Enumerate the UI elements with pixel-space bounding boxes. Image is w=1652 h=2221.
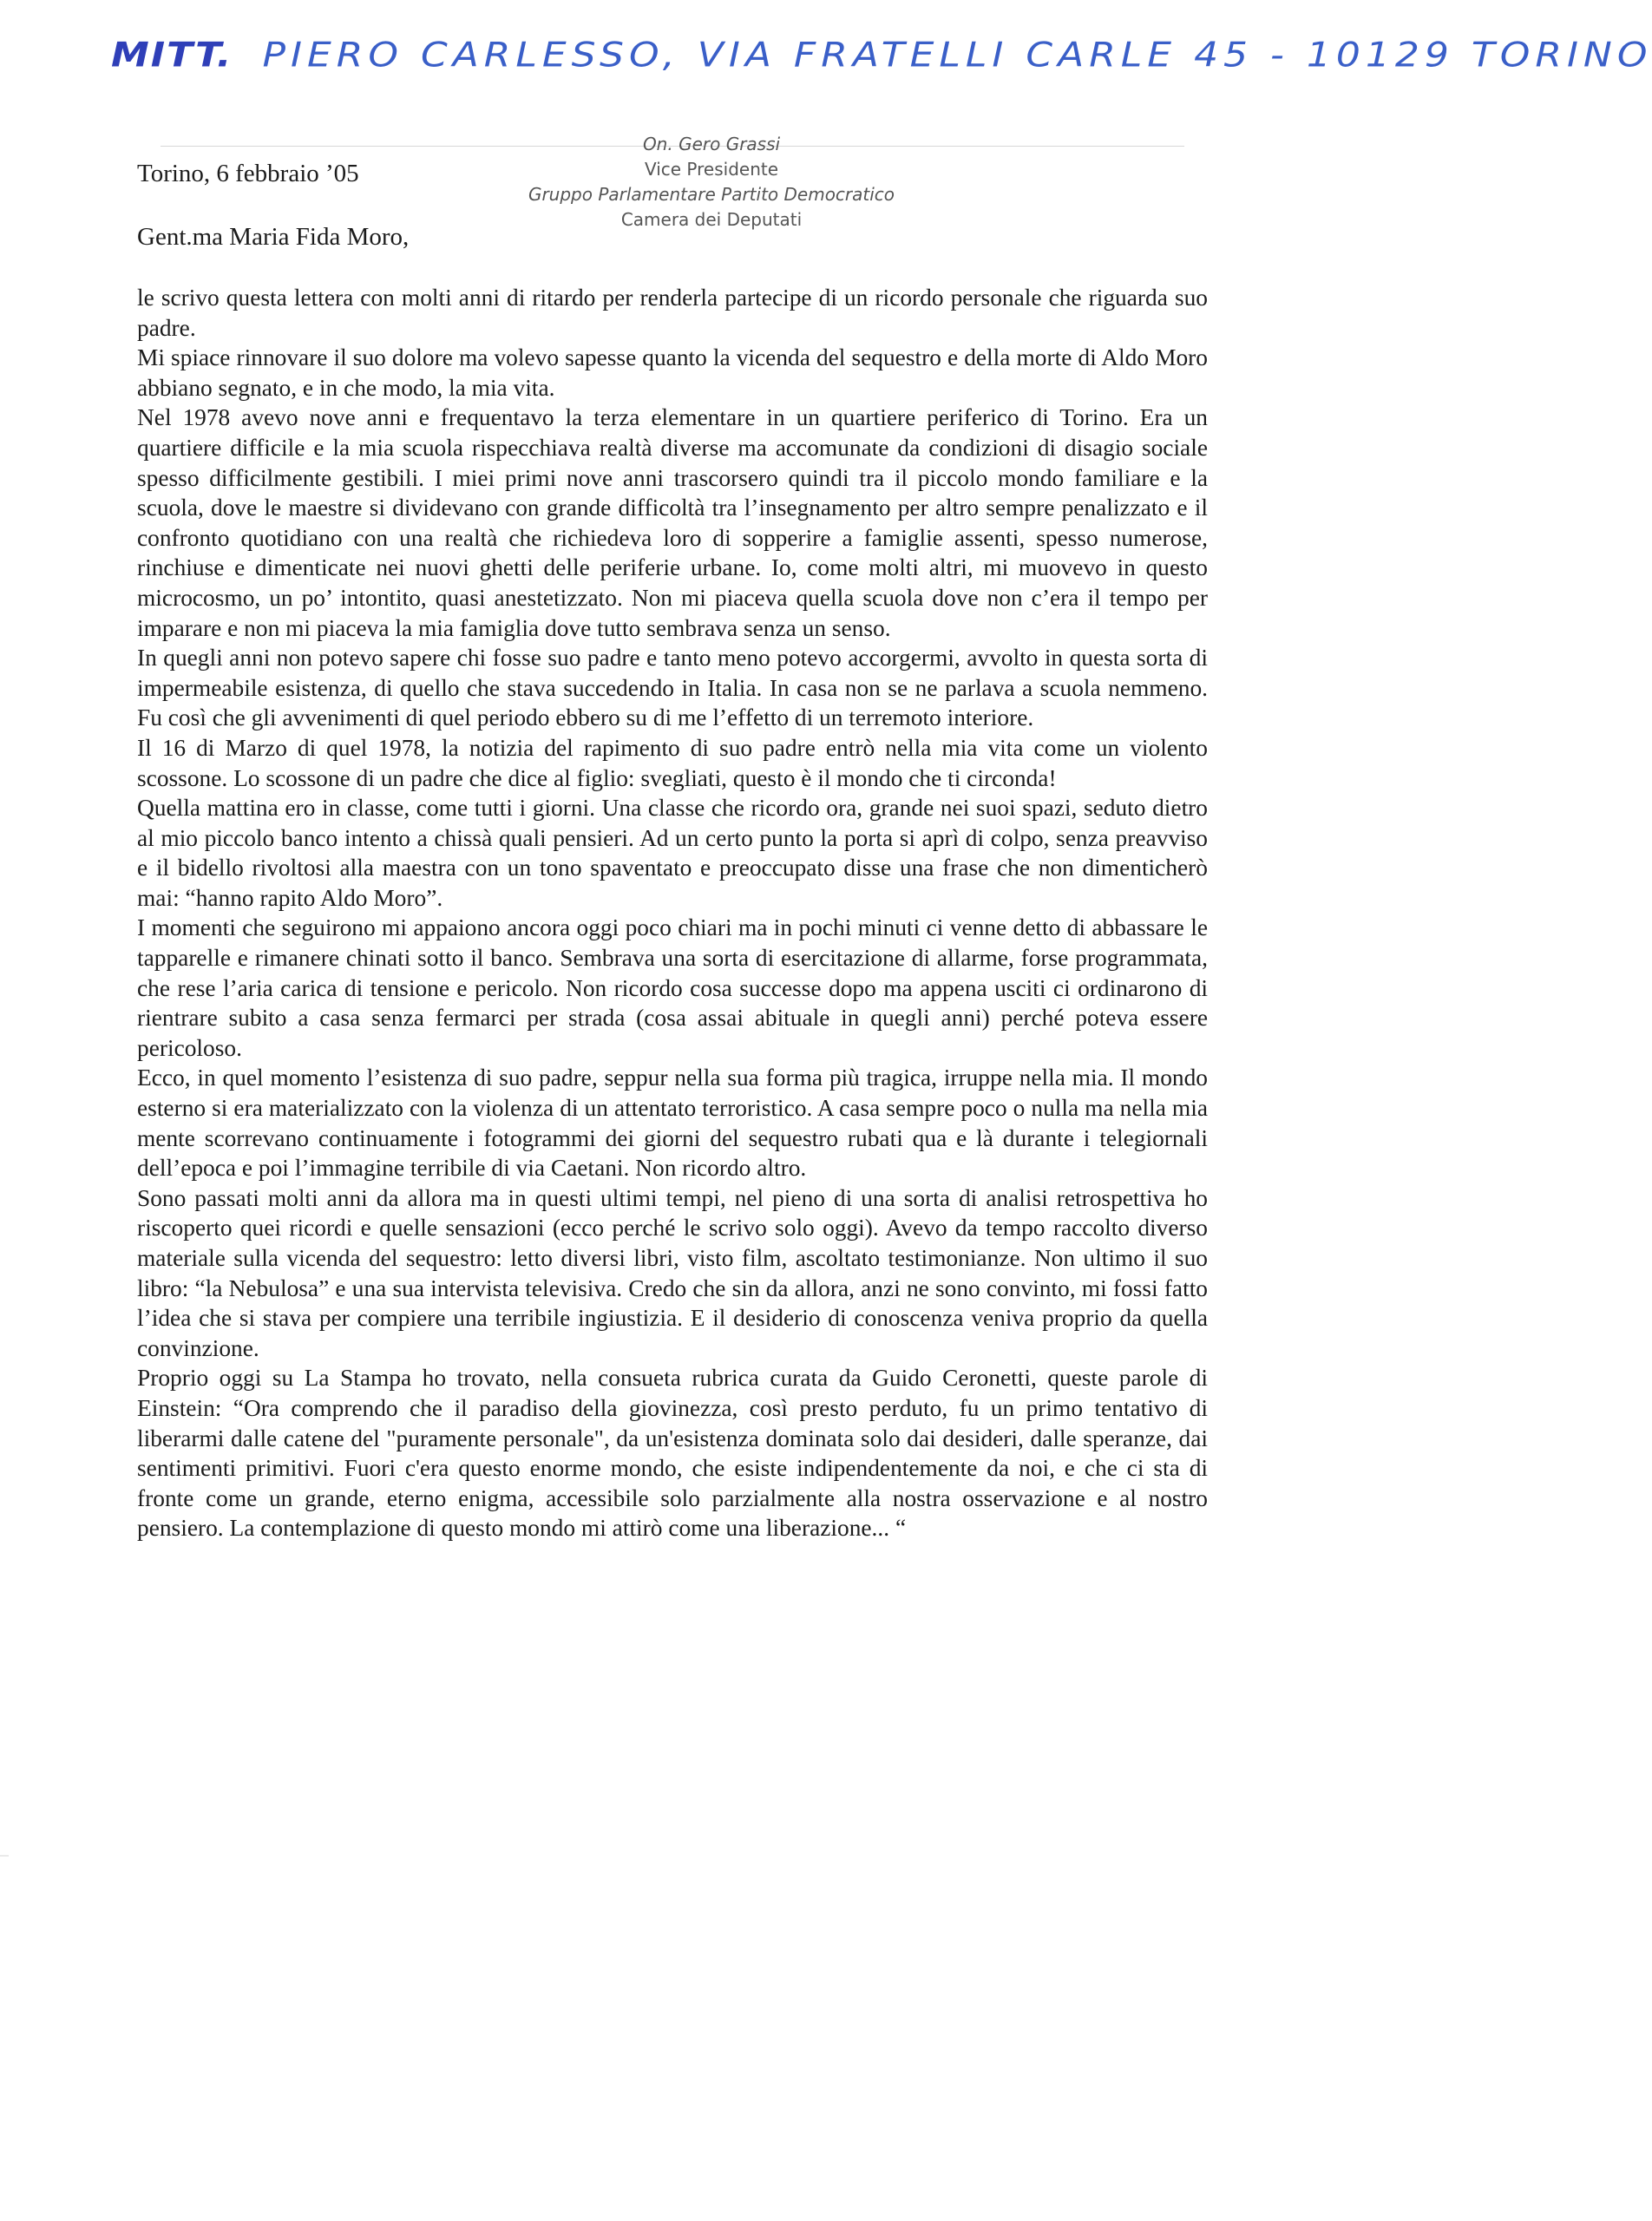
paragraph: le scrivo questa lettera con molti anni di ritardo per renderla partecipe di un ricordo personale che riguarda suo padre. (137, 285, 1208, 341)
paragraph: In quegli anni non potevo sapere chi fosse suo padre e tanto meno potevo accorgermi, avvolto in questa sorta di impermeabile esistenza, di quello che stava succedendo in Italia. In casa non se ne parlava a scuola nemmeno. Fu così che gli avvenimenti di quel periodo ebbero su di me l’effetto di un terremoto interiore. (137, 645, 1208, 731)
paragraph: Ecco, in quel momento l’esistenza di suo padre, seppur nella sua forma più tragica, irruppe nella mia. Il mondo esterno si era materializzato con la violenza di un attentato terroristico. A casa sempre poco o nulla ma nella mia mente scorrevano continuamente i fotogrammi dei giorni del sequestro rubati qua e là durante i telegiornali dell’epoca e poi l’immagine terribile di via Caetani. Non ricordo altro. (137, 1065, 1208, 1182)
letter-body (137, 283, 1208, 1543)
paragraph: Nel 1978 avevo nove anni e frequentavo la terza elementare in un quartiere periferico di Torino. Era un quartiere difficile e la mia scuola rispecchiava realtà diverse ma accomunate da condizioni di disagio sociale spesso difficilmente gestibili. I miei primi nove anni trascorsero quindi tra il piccolo mondo familiare e la scuola, dove le maestre si dividevano con grande difficoltà tra l’insegnamento per altro sempre penalizzato e il confronto quotidiano con una realtà che richiedeva loro di sopperire a famiglie assenti, spesso numerose, rinchiuse e dimenticate nei nuovi ghetti delle periferie urbane. Io, come molti altri, mi muovevo in questo microcosmo, un po’ intontito, quasi anestetizzato. Non mi piaceva quella scuola dove non c’era il tempo per imparare e non mi piaceva la mia famiglia dove tutto sembrava senza un senso. (137, 404, 1208, 641)
stamp-chamber: Camera dei Deputati (620, 209, 803, 230)
paragraph: I momenti che seguirono mi appaiono ancora oggi poco chiari ma in pochi minuti ci venne detto di abbassare le tapparelle e rimanere chinati sotto il banco. Sembrava una sorta di esercitazione di allarme, forse programmata, che rese l’aria carica di tensione e pericolo. Non ricordo cosa successe dopo ma appena usciti ci ordinarono di rientrare subito a casa senza fermarci per strada (cosa assai abituale in quegli anni) perché poteva essere pericoloso. (137, 914, 1208, 1061)
paragraph: Quella mattina ero in classe, come tutti i giorni. Una classe che ricordo ora, grande nei suoi spazi, seduto dietro al mio piccolo banco intento a chissà quali pensieri. Ad un certo punto la porta si aprì di colpo, senza preavviso e il bidello rivoltosi alla maestra con un tono spaventato e preoccupato disse una frase che non dimenticherò mai: “hanno rapito Aldo Moro”. (137, 795, 1208, 911)
sender-address: PIERO CARLESSO, VIA FRATELLI CARLE 45 - 10129 TORINO (262, 35, 1652, 75)
paragraph: Mi spiace rinnovare il suo dolore ma volevo sapesse quanto la vicenda del sequestro e della morte di Aldo Moro abbiano segnato, e in che modo, la mia vita. (137, 344, 1208, 401)
paragraph: Il 16 di Marzo di quel 1978, la notizia del rapimento di suo padre entrò nella mia vita come un violento scossone. Lo scossone di un padre che dice al figlio: svegliati, questo è il mondo che ti circonda! (137, 734, 1208, 791)
handwritten-sender-line (111, 35, 1652, 75)
greeting: Gent.ma Maria Fida Moro, (137, 223, 410, 251)
chamber-stamp (486, 132, 937, 233)
scan-edge-mark (0, 1855, 9, 1857)
place-date: Torino, 6 febbraio ’05 (137, 160, 359, 187)
paragraph: Sono passati molti anni da allora ma in questi ultimi tempi, nel pieno di una sorta di analisi retrospettiva ho riscoperto quei ricordi e quelle sensazioni (ecco perché le scrivo solo oggi). Avevo da tempo raccolto diverso materiale sulla vicenda del sequestro: letto diversi libri, visto film, ascoltato testimonianze. Non ultimo il suo libro: “la Nebulosa” e una sua intervista televisiva. Credo che sin da allora, anzi ne sono convinto, mi fossi fatto l’idea che si stava per compiere una terribile ingiustizia. E il desiderio di conoscenza veniva proprio da quella convinzione. (137, 1184, 1208, 1361)
stamp-group: Gruppo Parlamentare Partito Democratico (528, 184, 895, 205)
paragraph: Proprio oggi su La Stampa ho trovato, nella consueta rubrica curata da Guido Ceronetti, queste parole di Einstein: “Ora comprendo che il paradiso della giovinezza, così presto perduto, fu un primo tentativo di liberarmi dalle catene del "puramente personale", da un'esistenza dominata solo dai desideri, dalle speranze, dai sentimenti primitivi. Fuori c'era questo enorme mondo, che esiste indipendentemente da noi, e che ci sta di fronte come un grande, eterno enigma, accessibile solo parzialmente alla nostra osservazione e al nostro pensiero. La contemplazione di questo mondo mi attirò come una liberazione... “ (137, 1365, 1208, 1542)
stamp-name: On. Gero Grassi (642, 134, 781, 154)
sender-prefix: MITT. (111, 35, 233, 75)
stamp-role: Vice Presidente (644, 159, 779, 180)
